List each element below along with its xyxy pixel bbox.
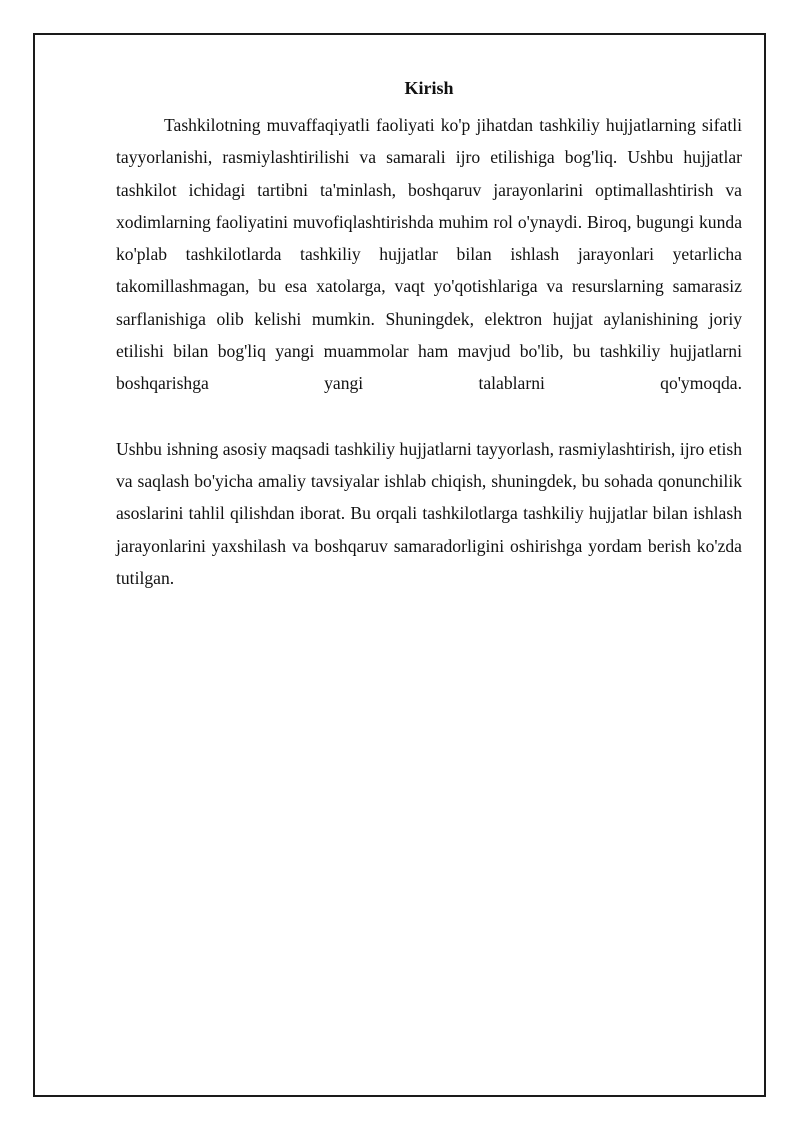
document-title: Kirish — [404, 78, 454, 98]
paragraph-introduction: Tashkilotning muvaffaqiyatli faoliyati ko'p jihatdan tashkiliy hujjatlarning sifatli tayyorlanishi, rasmiylashtirilishi va samarali ijro etilishiga bog'liq. Ushbu hujjatlar tashkilot ichidagi tartibni ta'minlash, boshqaruv jarayonlarini optimallashtirish va xodimlarning faoliyatini muvofiqlashtirishda muhim rol o'ynaydi. Biroq, bugungi kunda ko'plab tashkilotlarda tashkiliy hujjatlar bilan ishlash jarayonlari yetarlicha takomillashmagan, bu esa xatolarga, vaqt yo'qotishlariga va resurslarning samarasiz sarflanishiga olib kelishi mumkin. Shuningdek, elektron hujjat aylanishining joriy etilishi bilan bog'liq yangi muammolar ham mavjud bo'lib, bu tashkiliy hujjatlarni boshqarishga yangi talablarni qo'ymoqda. — [116, 115, 742, 394]
paragraph-purpose: Ushbu ishning asosiy maqsadi tashkiliy hujjatlarni tayyorlash, rasmiylashtirish, ijro etish va saqlash bo'yicha amaliy tavsiyalar ishlab chiqish, shuningdek, bu sohada qonunchilik asoslarini tahlil qilishdan iborat. Bu orqali tashkilotlarga tashkiliy hujjatlar bilan ishlash jarayonlarini yaxshilash va boshqaruv samaradorligini oshirishga yordam berish ko'zda tutilgan. — [116, 438, 742, 588]
document-body — [116, 76, 742, 594]
